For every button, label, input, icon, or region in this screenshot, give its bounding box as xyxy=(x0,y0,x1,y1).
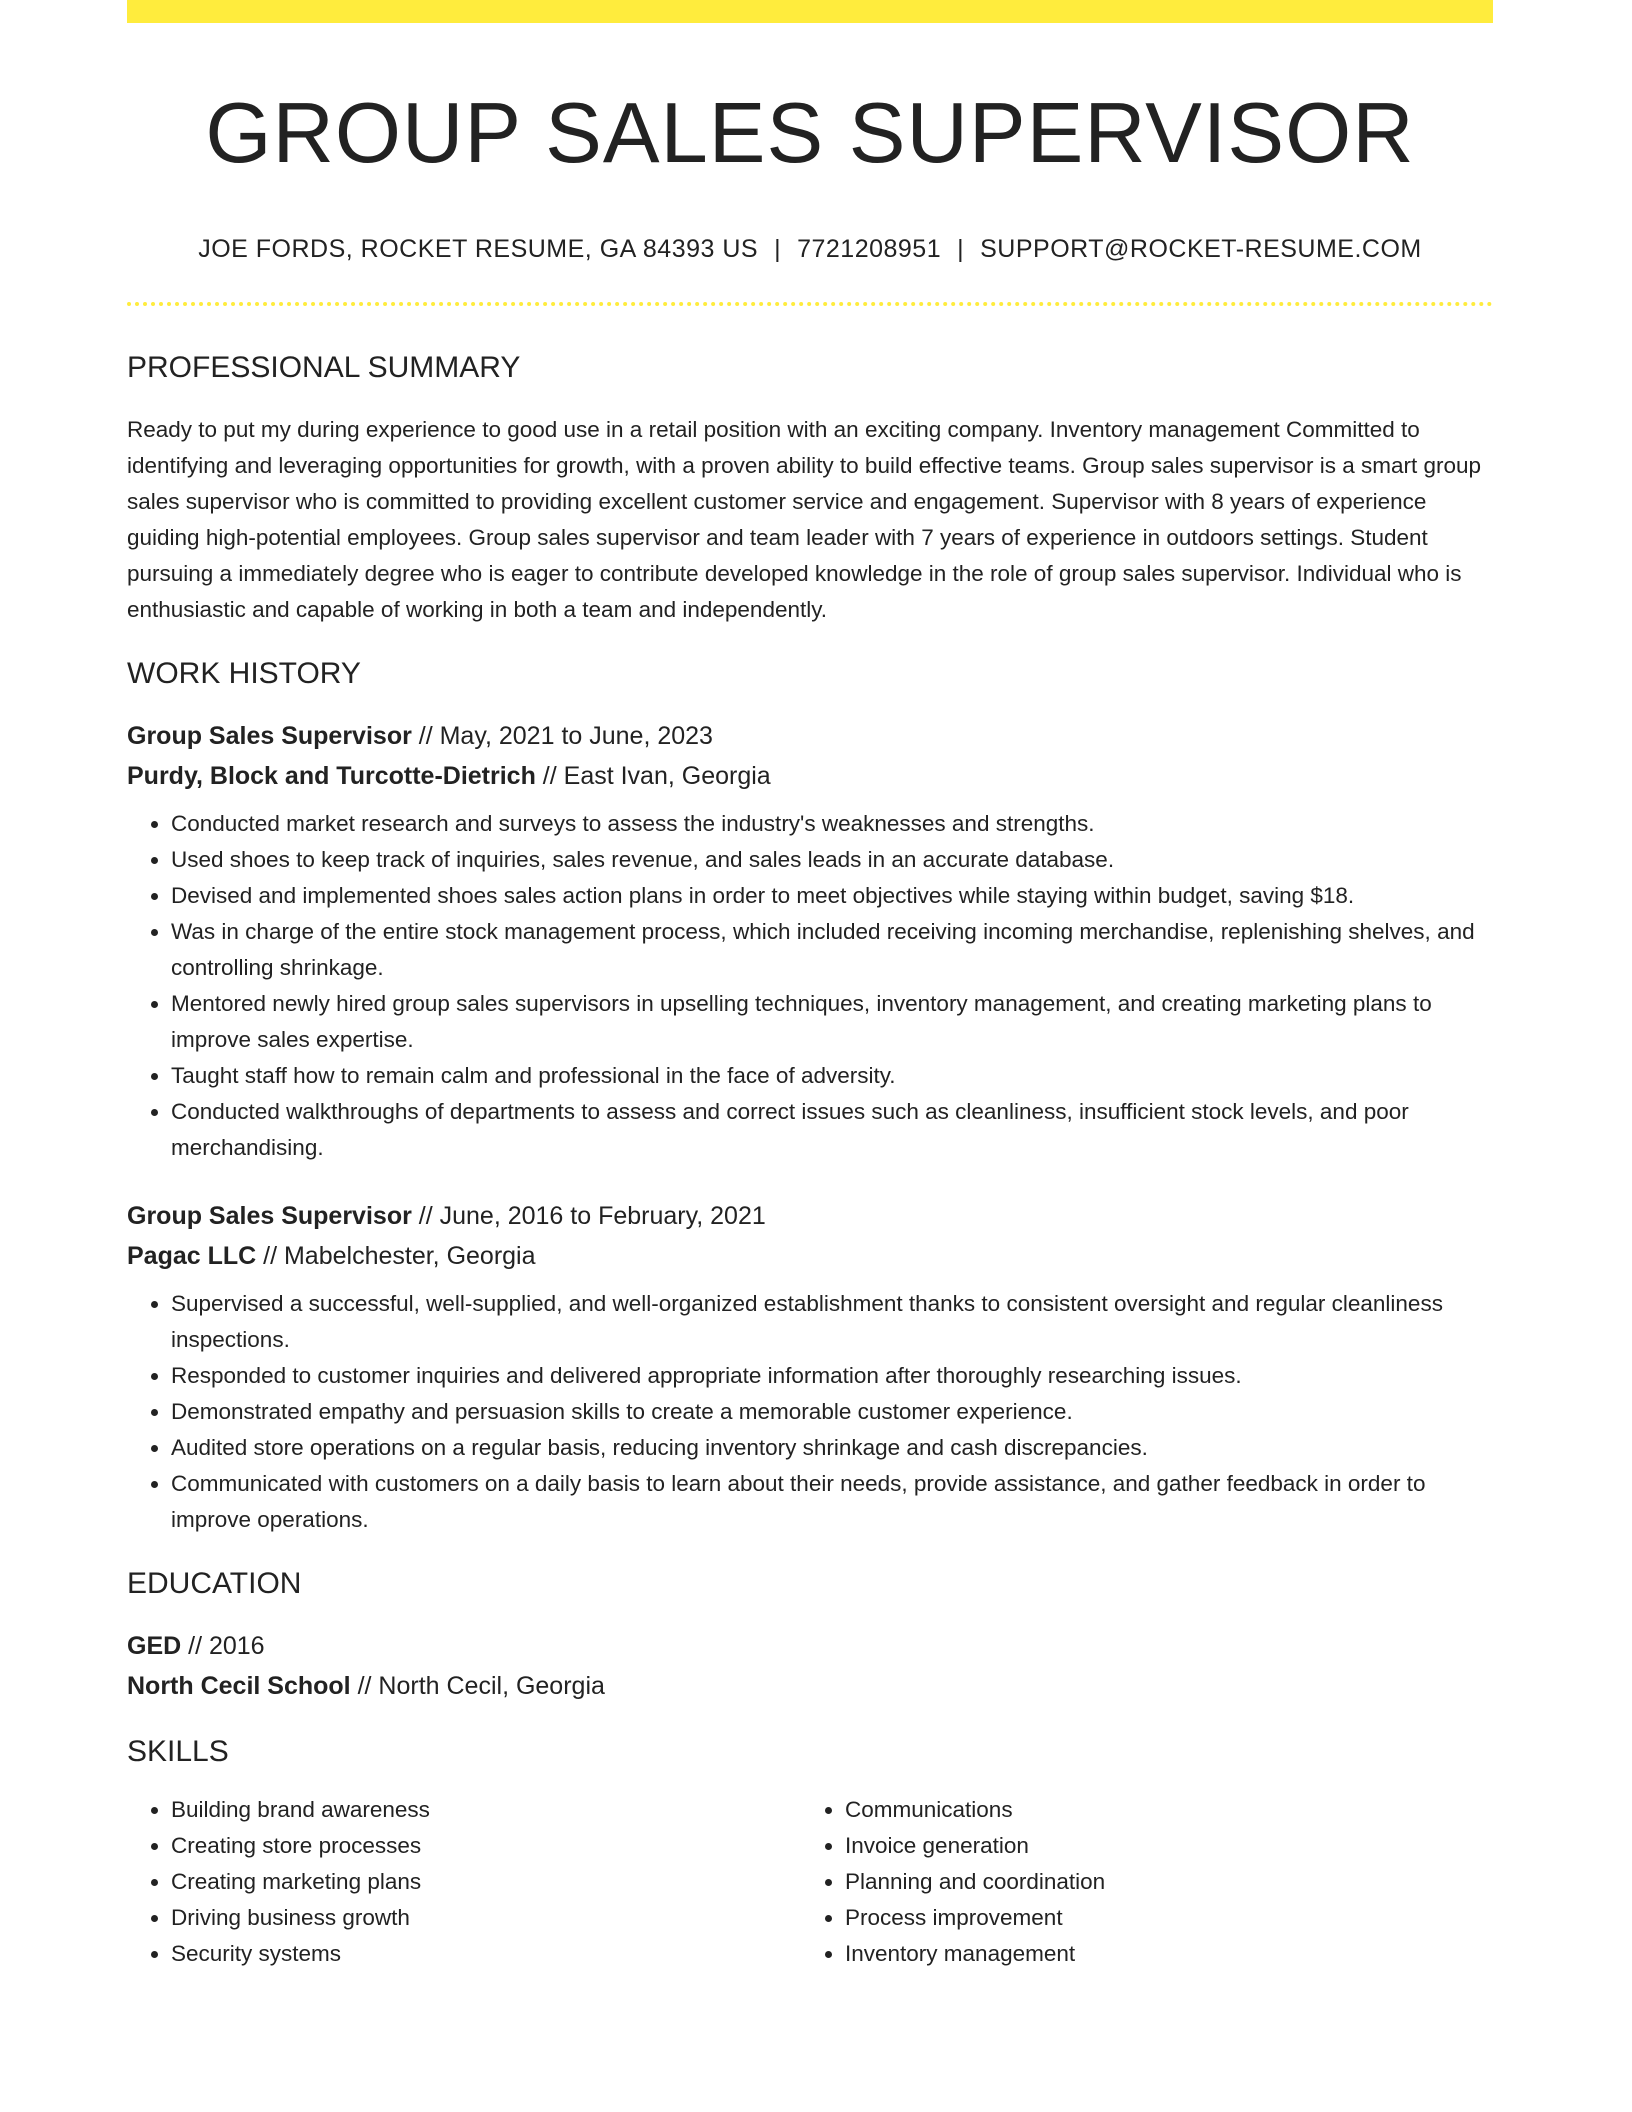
job-dates: // June, 2016 to February, 2021 xyxy=(411,1202,766,1230)
summary-text: Ready to put my during experience to good use in a retail position with an exciting company. Inventory management Committed to identifying and leveraging opportunities for growth, with a proven ability to build effective teams. Group sales supervisor is a smart group sales supervisor who is committed to providing excellent customer service and engagement. Supervisor with 8 years of experience guiding high-potential employees. Group sales supervisor and team leader with 7 years of experience in outdoors settings. Student pursuing a immediately degree who is eager to contribute developed knowledge in the role of group sales supervisor. Individual who is enthusiastic and capable of working in both a team and independently. xyxy=(127,417,1482,622)
job-dates: // May, 2021 to June, 2023 xyxy=(411,722,713,750)
education-heading: EDUCATION xyxy=(127,1567,302,1600)
list-item: • Conducted market research and surveys to assess the industry's weaknesses and strengths. xyxy=(171,806,1493,842)
list-item: • Audited store operations on a regular basis, reducing inventory shrinkage and cash discrepancies. xyxy=(171,1430,1493,1466)
list-item: • Demonstrated empathy and persuasion skills to create a memorable customer experience. xyxy=(171,1394,1493,1430)
list-item: • Responded to customer inquiries and delivered appropriate information after thoroughly researching issues. xyxy=(171,1358,1493,1394)
list-item: • Conducted walkthroughs of departments to assess and correct issues such as cleanliness, insufficient stock levels, and poor merchandising. xyxy=(171,1094,1493,1166)
list-item: • Communications xyxy=(845,1792,1475,1828)
list-item: • Used shoes to keep track of inquiries, sales revenue, and sales leads in an accurate database. xyxy=(171,842,1493,878)
skills-list-left xyxy=(127,1792,801,1972)
job-company-line xyxy=(127,756,1493,796)
list-item: • Devised and implemented shoes sales action plans in order to meet objectives while staying within budget, saving $18. xyxy=(171,878,1493,914)
list-item: • Process improvement xyxy=(845,1900,1475,1936)
list-item: • Was in charge of the entire stock management process, which included receiving incoming merchandise, replenishing shelves, and controlling shrinkage. xyxy=(171,914,1493,986)
skills-columns xyxy=(127,1792,1493,1972)
contact-phone: 7721208951 xyxy=(797,235,942,263)
education-location: // North Cecil, Georgia xyxy=(350,1672,605,1700)
contact-email: SUPPORT@ROCKET-RESUME.COM xyxy=(980,235,1422,263)
resume-page xyxy=(127,0,1493,1972)
skills-list-right xyxy=(801,1792,1475,1972)
work-history-heading: WORK HISTORY xyxy=(127,657,361,690)
job-entry xyxy=(127,716,1493,1166)
list-item: • Driving business growth xyxy=(171,1900,801,1936)
job-company-line xyxy=(127,1236,1493,1276)
education-degree-line xyxy=(127,1626,1493,1666)
contact-separator: | xyxy=(774,235,782,263)
list-item: • Communicated with customers on a daily basis to learn about their needs, provide assistance, and gather feedback in order to improve operations. xyxy=(171,1466,1493,1538)
job-location: // Mabelchester, Georgia xyxy=(256,1242,536,1270)
job-role: Group Sales Supervisor xyxy=(127,1202,412,1230)
summary-heading: PROFESSIONAL SUMMARY xyxy=(127,351,521,384)
education-school: North Cecil School xyxy=(127,1672,351,1700)
job-bullets xyxy=(127,1286,1493,1538)
list-item: • Creating marketing plans xyxy=(171,1864,801,1900)
education-degree: GED xyxy=(127,1632,182,1660)
list-item: • Supervised a successful, well-supplied, and well-organized establishment thanks to consistent oversight and regular cleanliness inspections. xyxy=(171,1286,1493,1358)
list-item: • Building brand awareness xyxy=(171,1792,801,1828)
job-role-line xyxy=(127,716,1493,756)
top-accent-bar xyxy=(127,0,1493,23)
list-item: • Planning and coordination xyxy=(845,1864,1475,1900)
list-item: • Creating store processes xyxy=(171,1828,801,1864)
dotted-divider xyxy=(127,302,1493,306)
list-item: • Taught staff how to remain calm and professional in the face of adversity. xyxy=(171,1058,1493,1094)
list-item: • Inventory management xyxy=(845,1936,1475,1972)
resume-title: GROUP SALES SUPERVISOR xyxy=(205,86,1415,181)
job-company: Pagac LLC xyxy=(127,1242,257,1270)
contact-separator: | xyxy=(957,235,965,263)
list-item: • Invoice generation xyxy=(845,1828,1475,1864)
job-role: Group Sales Supervisor xyxy=(127,722,412,750)
education-school-line xyxy=(127,1666,1493,1706)
contact-address: JOE FORDS, ROCKET RESUME, GA 84393 US xyxy=(198,235,759,263)
job-entry xyxy=(127,1196,1493,1538)
contact-line xyxy=(127,235,1493,264)
skills-heading: SKILLS xyxy=(127,1735,229,1768)
list-item: • Mentored newly hired group sales supervisors in upselling techniques, inventory management, and creating marketing plans to improve sales expertise. xyxy=(171,986,1493,1058)
job-company: Purdy, Block and Turcotte-Dietrich xyxy=(127,762,536,790)
education-year: // 2016 xyxy=(181,1632,265,1660)
job-location: // East Ivan, Georgia xyxy=(535,762,771,790)
job-role-line xyxy=(127,1196,1493,1236)
job-bullets xyxy=(127,806,1493,1166)
list-item: • Security systems xyxy=(171,1936,801,1972)
